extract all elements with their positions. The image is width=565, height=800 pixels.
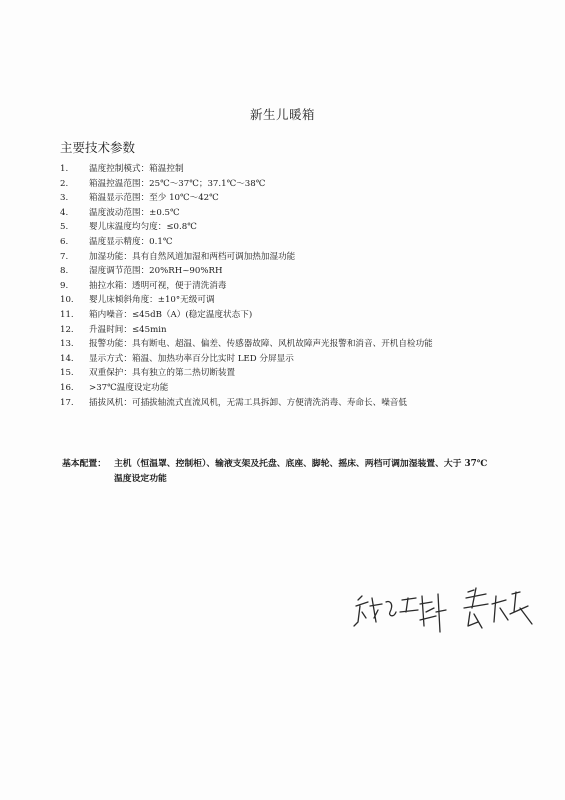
item-text: 加湿功能：具有自然风道加湿和两档可调加热加湿功能 xyxy=(89,251,296,262)
item-text: 显示方式：箱温、加热功率百分比实时 LED 分屏显示 xyxy=(89,353,294,364)
item-number: 12. xyxy=(60,324,74,335)
item-number: 11. xyxy=(60,309,74,320)
item-text: 温度控制模式：箱温控制 xyxy=(89,164,184,174)
handwritten-signature xyxy=(350,582,550,642)
list-item xyxy=(60,206,520,221)
item-text: 箱温显示范围：至少 10℃～42℃ xyxy=(89,193,219,204)
list-item xyxy=(60,191,520,206)
item-text: 插拔风机：可插拔轴流式直流风机，无需工具拆卸、方便清洗消毒、寿命长、噪音低 xyxy=(89,397,407,408)
list-item xyxy=(60,308,520,323)
list-item xyxy=(60,279,520,294)
list-item xyxy=(60,396,520,411)
item-number: 2. xyxy=(60,178,69,189)
list-item xyxy=(60,323,520,338)
basic-configuration xyxy=(62,457,492,487)
item-number: 8. xyxy=(60,266,69,277)
item-number: 15. xyxy=(60,368,74,379)
item-number: 14. xyxy=(60,353,74,364)
item-text: 双重保护：具有独立的第二热切断装置 xyxy=(89,368,236,379)
item-number: 4. xyxy=(60,207,69,218)
parameters-list xyxy=(60,162,520,410)
list-item xyxy=(60,337,520,352)
item-number: 16. xyxy=(60,382,74,393)
item-text: 婴儿床温度均匀度：≤0.8℃ xyxy=(89,222,197,233)
item-number: 6. xyxy=(60,236,69,247)
item-number: 9. xyxy=(60,280,69,291)
basic-config-text: 主机（恒温罩、控制柜）、输液支架及托盘、底座、脚轮、摇床、两档可调加湿装置、大于 37℃温度设定功能 xyxy=(114,459,488,484)
list-item xyxy=(60,250,520,265)
item-number: 5. xyxy=(60,222,69,233)
list-item xyxy=(60,220,520,235)
list-item xyxy=(60,293,520,308)
item-number: 1. xyxy=(60,164,69,174)
list-item xyxy=(60,162,520,177)
item-number: 13. xyxy=(60,339,74,350)
item-number: 7. xyxy=(60,251,69,262)
item-text: 报警功能：具有断电、超温、偏差、传感器故障、风机故障声光报警和消音、开机自检功能 xyxy=(89,339,433,350)
list-item xyxy=(60,381,520,396)
item-text: 升温时间：≤45min xyxy=(89,324,167,335)
item-text: 湿度调节范围：20%RH~90%RH xyxy=(89,266,223,277)
item-number: 10. xyxy=(60,295,74,306)
list-item xyxy=(60,366,520,381)
list-item xyxy=(60,235,520,250)
list-item xyxy=(60,352,520,367)
item-text: 箱温控温范围：25℃～37℃；37.1℃～38℃ xyxy=(89,178,266,189)
item-text: 箱内噪音：≤45dB（A）(稳定温度状态下) xyxy=(89,309,253,320)
item-text: 温度显示精度：0.1℃ xyxy=(89,236,173,247)
item-text: 抽拉水箱：透明可视，便于清洗消毒 xyxy=(89,280,227,291)
section-heading: 主要技术参数 xyxy=(60,140,136,155)
list-item xyxy=(60,264,520,279)
item-number: 17. xyxy=(60,397,74,408)
list-item xyxy=(60,177,520,192)
item-text: >37℃温度设定功能 xyxy=(89,382,169,393)
item-text: 温度波动范围：±0.5℃ xyxy=(89,207,180,218)
item-number: 3. xyxy=(60,193,69,204)
basic-config-label: 基本配置： xyxy=(62,459,106,469)
item-text: 婴儿床倾斜角度：±10°无级可调 xyxy=(89,295,215,306)
document-title: 新生儿暖箱 xyxy=(249,107,315,122)
